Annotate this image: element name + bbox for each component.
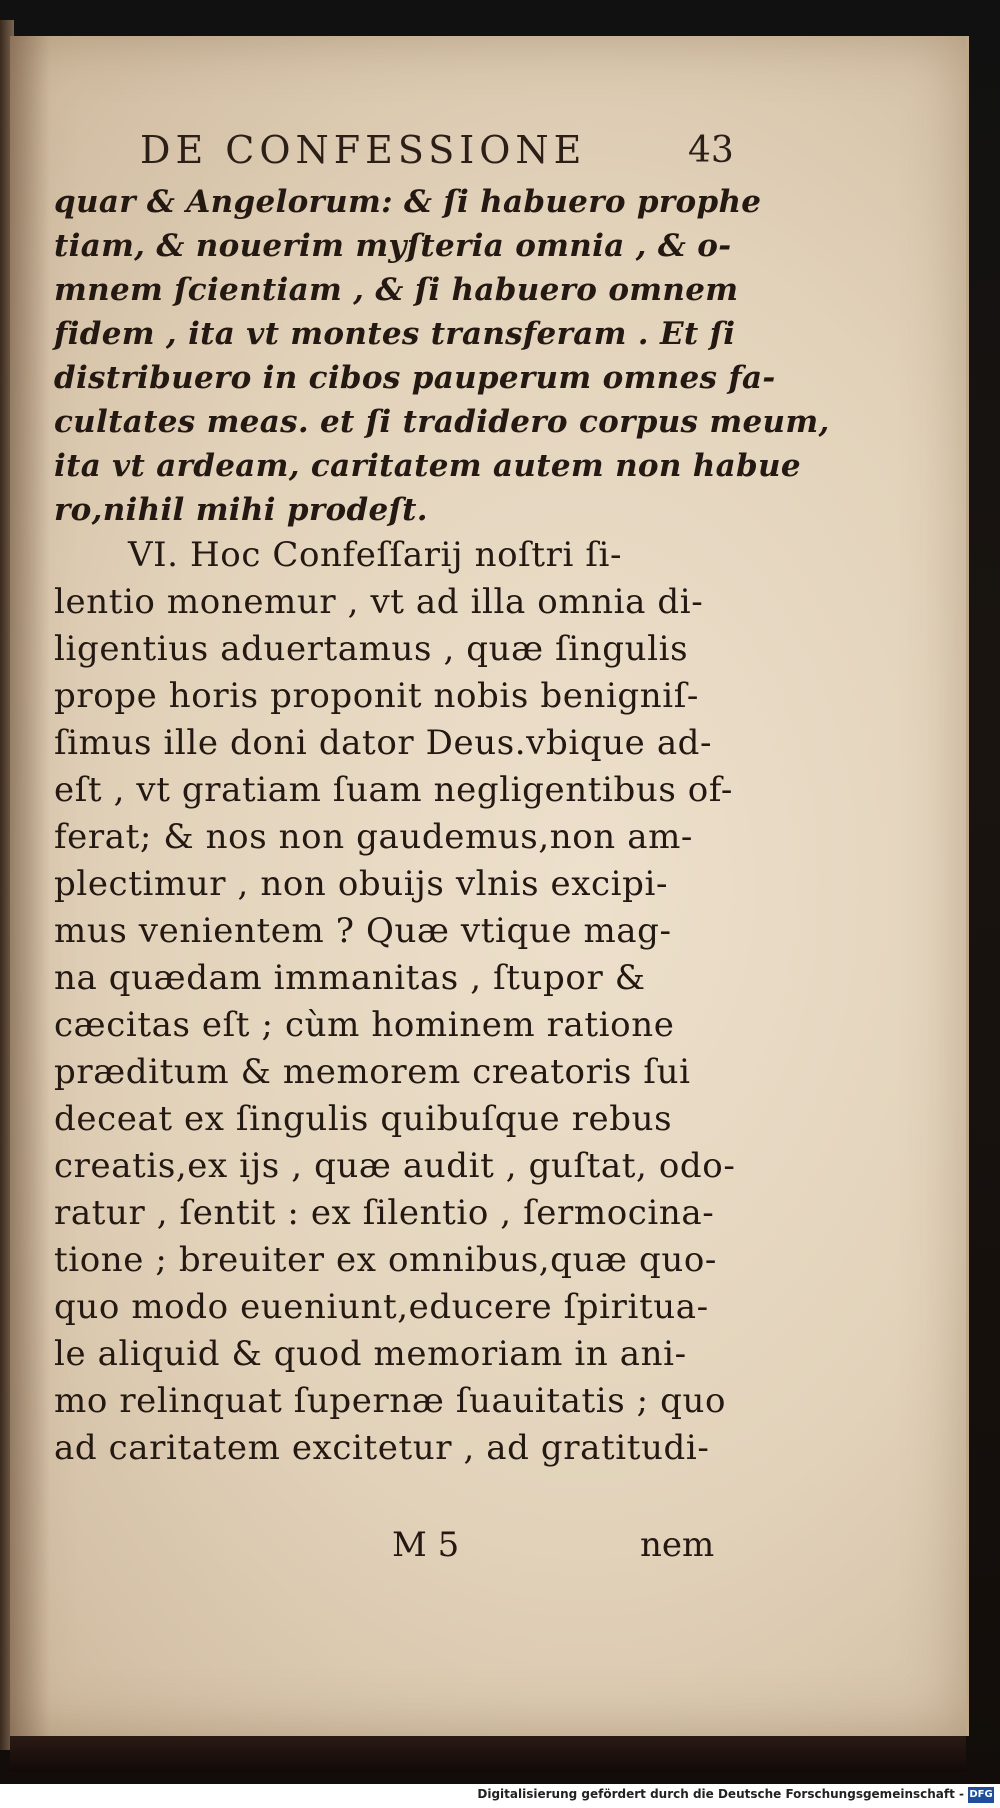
digitization-footer	[0, 1784, 1000, 1808]
italic-line: tiam, & nouerim myſteria omnia , & o-	[54, 228, 732, 264]
footer-credit: Digitalisierung gefördert durch die Deutsche Forschungsgemeinschaft -	[477, 1787, 964, 1801]
italic-line: ita vt ardeam, caritatem autem non habue	[54, 448, 801, 484]
catchword: nem	[640, 1525, 715, 1565]
roman-line: na quædam immanitas , ſtupor &	[54, 958, 646, 998]
page-gutter-shadow	[10, 36, 50, 1736]
roman-line: cæcitas eſt ; cùm hominem ratione	[54, 1005, 675, 1045]
roman-line: ſimus ille doni dator Deus.vbique ad-	[54, 723, 713, 763]
roman-line: quo modo eueniunt,educere ſpiritua-	[54, 1287, 709, 1327]
roman-line: ad caritatem excitetur , ad gratitudi-	[54, 1428, 710, 1468]
roman-line: lentio monemur , vt ad illa omnia di-	[54, 582, 704, 622]
roman-line: tione ; breuiter ex omnibus,quæ quo-	[54, 1240, 718, 1280]
roman-line: præditum & memorem creatoris ſui	[54, 1052, 691, 1092]
roman-line: ligentius aduertamus , quæ ſingulis	[54, 629, 689, 669]
roman-line: ratur , ſentit : ex ſilentio , ſermocina-	[54, 1193, 715, 1233]
roman-line: eſt , vt gratiam ſuam negligentibus of-	[54, 770, 733, 810]
italic-line: fidem , ita vt montes transferam . Et ſi	[54, 316, 736, 352]
catchline	[54, 1525, 744, 1575]
roman-line: ferat; & nos non gaudemus,non am-	[54, 817, 694, 857]
italic-line: distribuero in cibos pauperum omnes fa-	[54, 360, 776, 396]
page-number: 43	[688, 130, 734, 171]
roman-line: mo relinquat ſupernæ ſuauitatis ; quo	[54, 1381, 727, 1421]
italic-line: ro,nihil mihi prodeſt.	[54, 492, 428, 528]
roman-line: plectimur , non obuijs vlnis excipi-	[54, 864, 669, 904]
roman-line: deceat ex ſingulis quibuſque rebus	[54, 1099, 673, 1139]
dfg-logo[interactable]: DFG	[968, 1787, 994, 1803]
italic-line: quar & Angelorum: & ſi habuero prophe	[54, 184, 762, 220]
roman-line: mus venientem ? Quæ vtique mag-	[54, 911, 672, 951]
page-text	[54, 180, 830, 1472]
signature-mark: M 5	[392, 1525, 460, 1565]
roman-line: creatis,ex ijs , quæ audit , guſtat, odo-	[54, 1146, 736, 1186]
roman-line: prope horis proponit nobis benigniſ-	[54, 676, 700, 716]
italic-line: mnem ſcientiam , & ſi habuero omnem	[54, 272, 739, 308]
italic-line: cultates meas. et ſi tradidero corpus meum,	[54, 404, 830, 440]
roman-line: VI. Hoc Confeſſarij noſtri ſi-	[128, 535, 623, 575]
running-title: DE CONFESSIONE	[140, 128, 587, 172]
page-bottom-shadow	[10, 1736, 966, 1772]
roman-line: le aliquid & quod memoriam in ani-	[54, 1334, 687, 1374]
